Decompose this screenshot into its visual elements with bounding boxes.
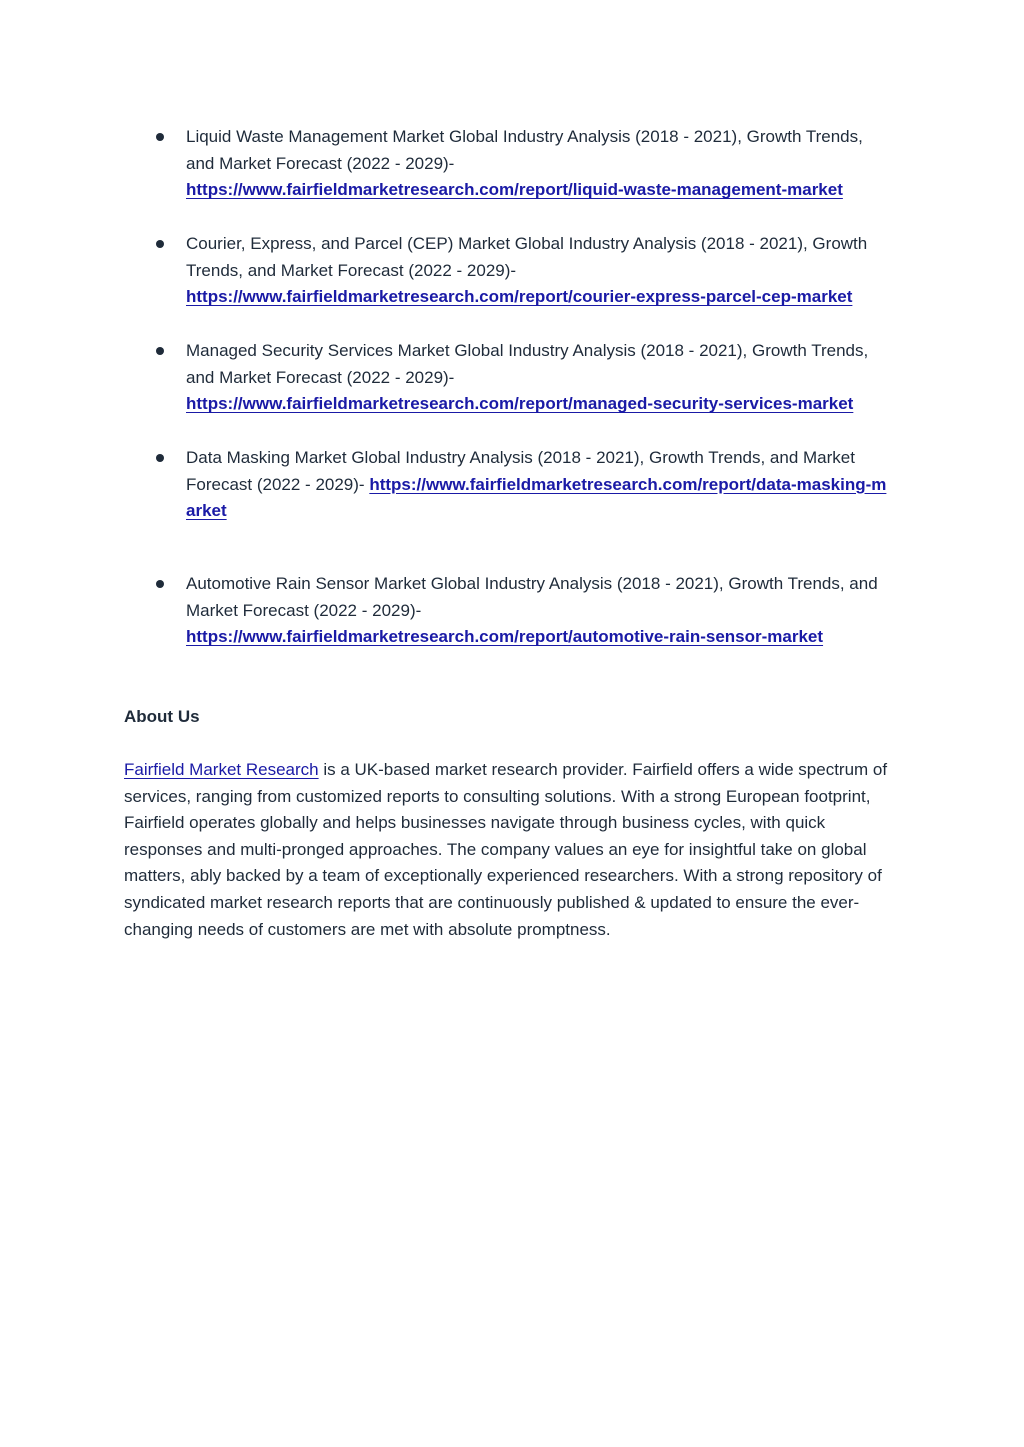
list-item xyxy=(186,445,892,525)
list-item xyxy=(186,338,892,418)
report-description: Automotive Rain Sensor Market Global Industry Analysis (2018 - 2021), Growth Trends, and Market Forecast (2022 - 2029)- xyxy=(186,574,878,620)
about-body: is a UK-based market research provider. Fairfield offers a wide spectrum of services, ranging from customized reports to consulting solutions. With a strong European footprint, Fairfield operates globally and helps businesses navigate through business cycles, with quick responses and multi-pronged approaches. The company values an eye for insightful take on global matters, ably backed by a team of exceptionally experienced researchers. With a strong repository of syndicated market research reports that are continuously published & updated to ensure the ever-changing needs of customers are met with absolute promptness. xyxy=(124,760,888,939)
bullet-icon xyxy=(156,240,164,248)
report-description: Courier, Express, and Parcel (CEP) Market Global Industry Analysis (2018 - 2021), Growth Trends, and Market Forecast (2022 - 2029)- xyxy=(186,234,868,280)
about-heading: About Us xyxy=(124,707,200,726)
report-link[interactable]: https://www.fairfieldmarketresearch.com/report/liquid-waste-management-market xyxy=(186,180,843,200)
list-item xyxy=(186,571,892,651)
bullet-icon xyxy=(156,454,164,462)
bullet-icon xyxy=(156,347,164,355)
bullet-icon xyxy=(156,133,164,141)
company-link[interactable]: Fairfield Market Research xyxy=(124,760,319,779)
report-link[interactable]: https://www.fairfieldmarketresearch.com/report/automotive-rain-sensor-market xyxy=(186,627,824,647)
list-item xyxy=(186,124,892,204)
report-link[interactable]: https://www.fairfieldmarketresearch.com/report/courier-express-parcel-cep-market xyxy=(186,287,853,307)
report-description: Managed Security Services Market Global Industry Analysis (2018 - 2021), Growth Trends, and Market Forecast (2022 - 2029)- xyxy=(186,341,869,387)
report-link[interactable]: https://www.fairfieldmarketresearch.com/report/managed-security-services-market xyxy=(186,394,854,414)
about-paragraph xyxy=(124,757,888,943)
report-link[interactable]: https://www.fairfieldmarketresearch.com/report/data-masking-market xyxy=(186,474,887,521)
list-item xyxy=(186,231,892,311)
bullet-icon xyxy=(156,580,164,588)
report-description: Data Masking Market Global Industry Analysis (2018 - 2021), Growth Trends, and Market Forecast (2022 - 2029)- xyxy=(186,448,855,494)
report-description: Liquid Waste Management Market Global Industry Analysis (2018 - 2021), Growth Trends, and Market Forecast (2022 - 2029)- xyxy=(186,127,863,173)
